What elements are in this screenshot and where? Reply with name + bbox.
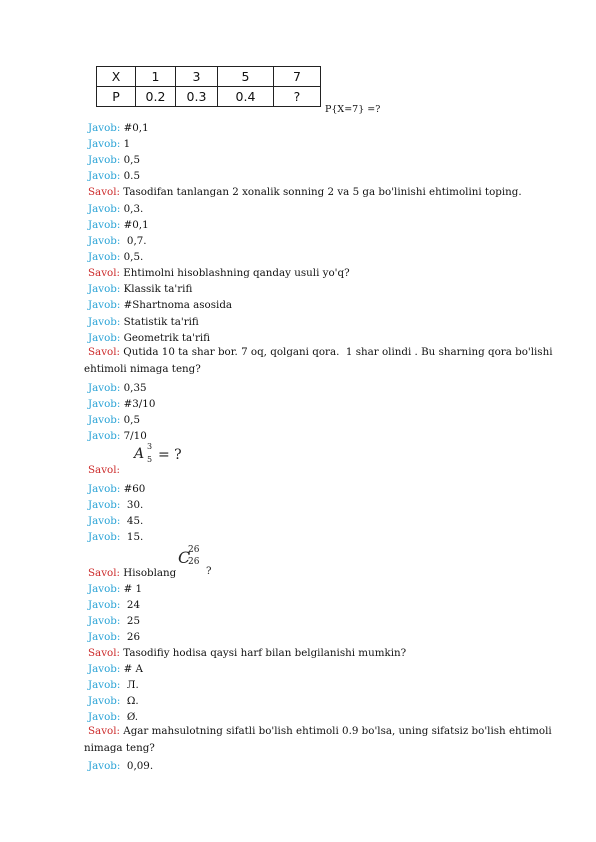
formula-superscript: 26 xyxy=(188,545,200,555)
formula-tail: = ? xyxy=(158,447,182,463)
answer-line xyxy=(88,499,143,512)
answer-text: #60 xyxy=(120,483,146,495)
answer-text: 0,3. xyxy=(120,203,144,215)
answer-text: #0,1 xyxy=(120,122,149,134)
answer-label: Javob: xyxy=(88,430,121,442)
answer-line xyxy=(88,138,130,151)
answer-text: Ω. xyxy=(120,695,139,707)
table-cell: 7 xyxy=(274,67,321,87)
question-label: Savol: xyxy=(88,725,120,737)
answer-line xyxy=(88,663,143,676)
answer-label: Javob: xyxy=(88,398,121,410)
question-text: Hisoblang xyxy=(119,567,177,579)
question-line xyxy=(84,344,554,377)
answer-label: Javob: xyxy=(88,663,121,675)
answer-line xyxy=(88,251,143,264)
answer-text: #Shartnoma asosida xyxy=(120,299,233,311)
answer-text: 24 xyxy=(120,599,140,611)
answer-line xyxy=(88,679,139,692)
answer-label: Javob: xyxy=(88,235,121,247)
answer-line xyxy=(88,283,192,296)
answer-text: 0,7. xyxy=(120,235,147,247)
table-cell: 3 xyxy=(176,67,218,87)
answer-label: Javob: xyxy=(88,679,121,691)
answer-line xyxy=(88,219,149,232)
answer-text: Klassik ta'rifi xyxy=(120,283,193,295)
table-cell: 0.4 xyxy=(218,87,274,107)
answer-text: Statistik ta'rifi xyxy=(120,316,199,328)
answer-label: Javob: xyxy=(88,483,121,495)
answer-line xyxy=(88,430,147,443)
answer-label: Javob: xyxy=(88,138,121,150)
formula-base: A xyxy=(134,446,145,462)
answer-text: 26 xyxy=(120,631,140,643)
answer-line xyxy=(88,760,153,773)
answer-line xyxy=(88,203,143,216)
answer-line xyxy=(88,170,140,183)
formula-superscript: 3 xyxy=(147,442,153,451)
answer-line xyxy=(88,414,140,427)
question-line xyxy=(88,647,406,660)
answer-line xyxy=(88,531,143,544)
table-cell: 1 xyxy=(136,67,176,87)
question-line xyxy=(88,186,522,199)
question-label: Savol: xyxy=(88,186,120,198)
answer-label: Javob: xyxy=(88,531,121,543)
table-cell: P xyxy=(97,87,136,107)
answer-text: 0,5. xyxy=(120,251,144,263)
answer-label: Javob: xyxy=(88,382,121,394)
answer-label: Javob: xyxy=(88,599,121,611)
answer-label: Javob: xyxy=(88,122,121,134)
question-text: Agar mahsulotning sifatli bo'lish ehtimoli 0.9 bo'lsa, uning sifatsiz bo'lish ehtimoli nimaga teng? xyxy=(84,725,555,754)
answer-line xyxy=(88,515,143,528)
answer-text: 30. xyxy=(120,499,144,511)
answer-label: Javob: xyxy=(88,499,121,511)
answer-label: Javob: xyxy=(88,414,121,426)
answer-text: 7/10 xyxy=(120,430,147,442)
combination-question-mark: ? xyxy=(206,565,212,577)
answer-line xyxy=(88,316,199,329)
answer-text: 0,5 xyxy=(120,414,140,426)
answer-label: Javob: xyxy=(88,760,121,772)
formula-subscript: 5 xyxy=(147,455,153,464)
answer-label: Javob: xyxy=(88,283,121,295)
table-row xyxy=(97,87,321,107)
answer-text: 15. xyxy=(120,531,144,543)
question-label: Savol: xyxy=(88,647,120,659)
answer-label: Javob: xyxy=(88,695,121,707)
answer-line xyxy=(88,398,155,411)
table-question: P{X=7} =? xyxy=(325,104,381,115)
answer-text: 0,35 xyxy=(120,382,147,394)
answer-text: 1 xyxy=(120,138,131,150)
question-label: Savol: xyxy=(88,567,120,579)
answer-label: Javob: xyxy=(88,583,121,595)
answer-label: Javob: xyxy=(88,170,121,182)
question-line xyxy=(88,464,120,477)
answer-line xyxy=(88,483,145,496)
answer-line xyxy=(88,583,142,596)
question-text: Tasodifan tanlangan 2 xonalik sonning 2 va 5 ga bo'linishi ehtimolini toping. xyxy=(119,186,522,198)
answer-text: Л. xyxy=(120,679,139,691)
answer-line xyxy=(88,154,140,167)
answer-label: Javob: xyxy=(88,251,121,263)
question-label: Savol: xyxy=(88,267,120,279)
answer-label: Javob: xyxy=(88,615,121,627)
answer-line xyxy=(88,599,140,612)
answer-text: 25 xyxy=(120,615,140,627)
answer-text: #0,1 xyxy=(120,219,149,231)
combination-formula xyxy=(178,545,200,567)
question-line xyxy=(88,567,176,580)
answer-text: Geometrik ta'rifi xyxy=(120,332,211,344)
answer-line xyxy=(88,615,140,628)
answer-label: Javob: xyxy=(88,332,121,344)
table-row xyxy=(97,67,321,87)
answer-label: Javob: xyxy=(88,154,121,166)
question-text: Ehtimolni hisoblashning qanday usuli yo'q? xyxy=(119,267,350,279)
table-cell: X xyxy=(97,67,136,87)
answer-line xyxy=(88,122,149,135)
answer-text: 0.5 xyxy=(120,170,140,182)
answer-label: Javob: xyxy=(88,631,121,643)
question-text: Tasodifiy hodisa qaysi harf bilan belgilanishi mumkin? xyxy=(119,647,407,659)
probability-table xyxy=(96,66,321,107)
question-text: Qutida 10 ta shar bor. 7 oq, qolgani qora. 1 shar olindi . Bu sharning qora bo'lishi ehtimoli nimaga teng? xyxy=(84,346,556,375)
question-line xyxy=(84,723,554,756)
question-line xyxy=(88,267,350,280)
answer-line xyxy=(88,235,147,248)
table-cell: 0.3 xyxy=(176,87,218,107)
answer-text: 0,09. xyxy=(120,760,154,772)
answer-label: Javob: xyxy=(88,316,121,328)
answer-label: Javob: xyxy=(88,515,121,527)
answer-text: #3/10 xyxy=(120,398,156,410)
table-cell: 5 xyxy=(218,67,274,87)
question-label: Savol: xyxy=(88,464,120,476)
answer-label: Javob: xyxy=(88,299,121,311)
permutation-formula xyxy=(134,442,182,464)
table-cell: 0.2 xyxy=(136,87,176,107)
answer-label: Javob: xyxy=(88,219,121,231)
question-label: Savol: xyxy=(88,346,120,358)
formula-base: C xyxy=(178,548,191,567)
answer-line xyxy=(88,299,232,312)
answer-label: Javob: xyxy=(88,203,121,215)
answer-text: # A xyxy=(120,663,143,675)
answer-line xyxy=(88,631,140,644)
answer-text: 45. xyxy=(120,515,144,527)
table-cell: ? xyxy=(274,87,321,107)
answer-line xyxy=(88,695,139,708)
answer-text: # 1 xyxy=(120,583,143,595)
answer-label: Javob: xyxy=(88,711,121,723)
formula-subscript: 26 xyxy=(188,557,200,567)
answer-line xyxy=(88,382,147,395)
answer-text: 0,5 xyxy=(120,154,140,166)
answer-text: Ø. xyxy=(120,711,139,723)
